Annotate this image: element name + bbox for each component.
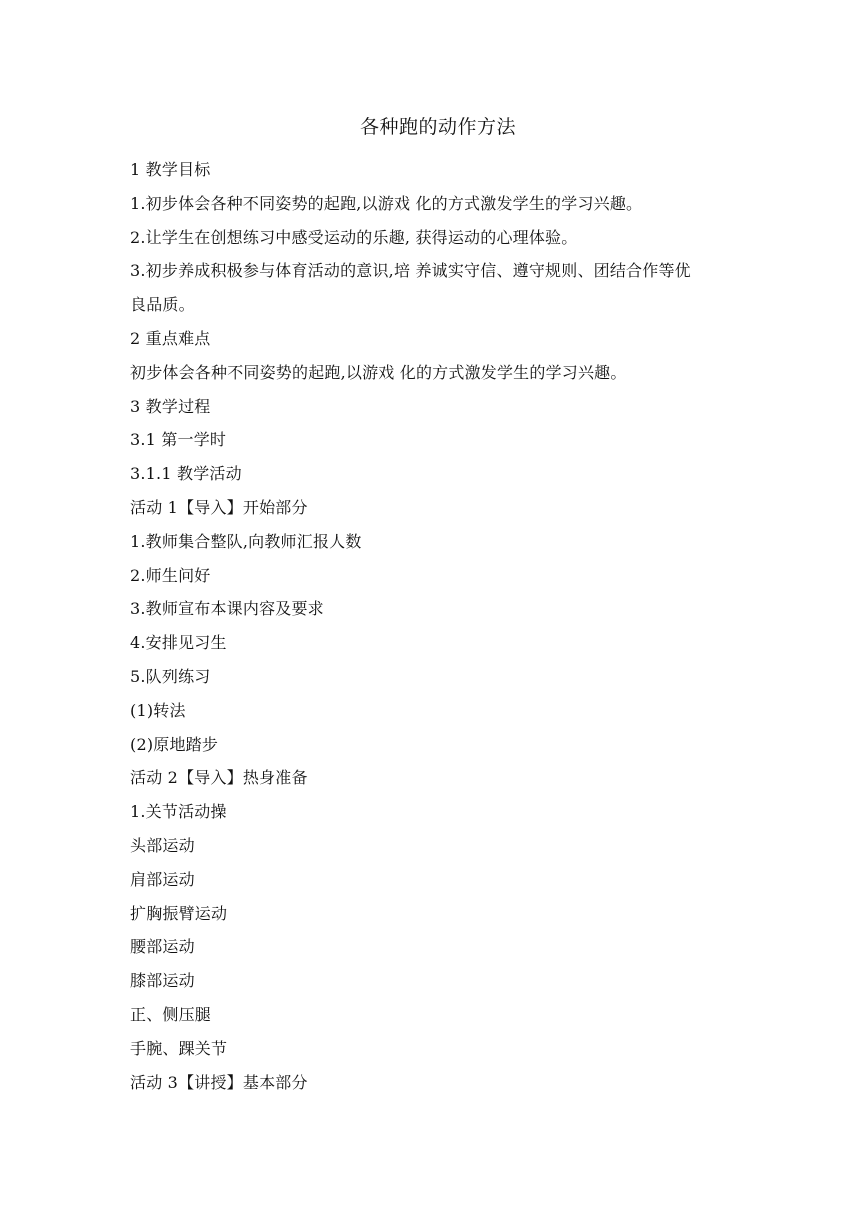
list-item: 腰部运动: [130, 937, 195, 957]
subsection-heading: 3.1 第一学时: [130, 430, 227, 450]
paragraph-line: 3.初步养成积极参与体育活动的意识,培 养诚实守信、遵守规则、团结合作等优: [130, 261, 691, 281]
list-item: 膝部运动: [130, 971, 195, 991]
document-body: [130, 153, 740, 1099]
document-title: 各种跑的动作方法: [359, 116, 516, 138]
paragraph-line: 良品质。: [130, 295, 195, 315]
list-item: 4.安排见习生: [130, 633, 227, 653]
activity-heading: 活动 1【导入】开始部分: [130, 497, 308, 517]
list-item: 1.教师集合整队,向教师汇报人数: [130, 531, 362, 551]
list-item: 头部运动: [130, 835, 195, 855]
list-item: 手腕、踝关节: [130, 1038, 228, 1058]
activity-heading: 活动 3【讲授】基本部分: [130, 1072, 308, 1092]
list-item: (2)原地踏步: [130, 734, 219, 754]
list-item: (1)转法: [130, 700, 186, 720]
list-item: 5.队列练习: [130, 666, 211, 686]
list-item: 扩胸振臂运动: [130, 903, 228, 923]
paragraph-line: 1.初步体会各种不同姿势的起跑,以游戏 化的方式激发学生的学习兴趣。: [130, 193, 643, 213]
section-heading-key-points: 2 重点难点: [130, 328, 211, 348]
list-item: 2.师生问好: [130, 565, 211, 585]
paragraph-line: 2.让学生在创想练习中感受运动的乐趣, 获得运动的心理体验。: [130, 227, 578, 247]
list-item: 1.关节活动操: [130, 802, 227, 822]
section-heading-teaching-goals: 1 教学目标: [130, 160, 211, 179]
list-item: 肩部运动: [130, 869, 195, 889]
paragraph-line: 初步体会各种不同姿势的起跑,以游戏 化的方式激发学生的学习兴趣。: [130, 362, 627, 382]
section-heading-teaching-process: 3 教学过程: [130, 396, 211, 416]
list-item: 正、侧压腿: [130, 1004, 212, 1024]
list-item: 3.教师宣布本课内容及要求: [130, 599, 324, 619]
subsection-heading: 3.1.1 教学活动: [130, 464, 242, 484]
activity-heading: 活动 2【导入】热身准备: [130, 768, 308, 788]
